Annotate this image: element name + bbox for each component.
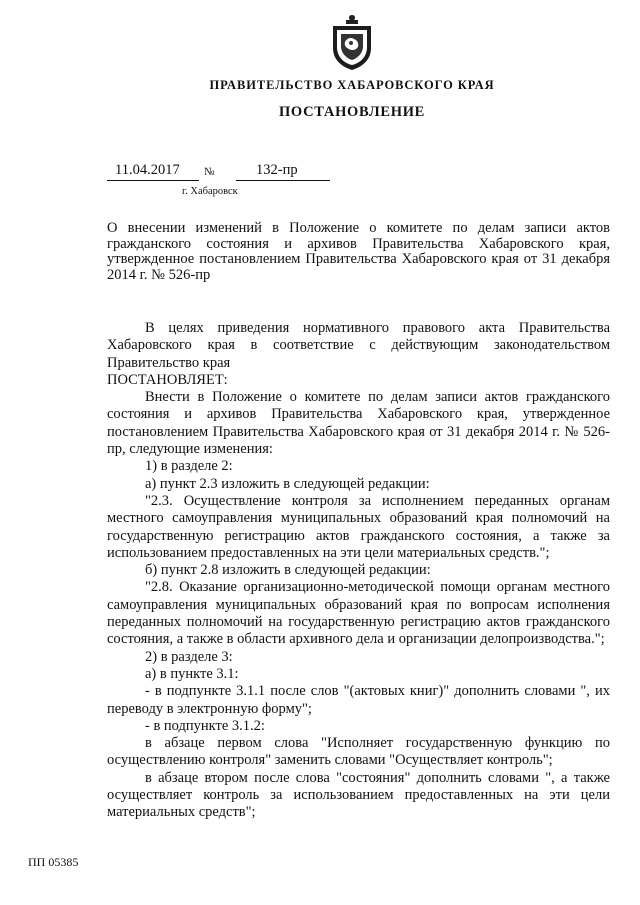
number-underline: [236, 180, 330, 181]
body-paragraph: а) в пункте 3.1:: [145, 665, 239, 682]
decree-date: 11.04.2017: [115, 162, 180, 178]
body-paragraph: в абзаце первом слова "Исполняет государственную функцию по осуществлению контроля" заменить словами "Осуществляет контроль";: [107, 735, 610, 769]
body-paragraph: В целях приведения нормативного правового акта Правительства Хабаровского края в соответствие с действующим законодательством Правительство края: [107, 320, 610, 371]
body-paragraph: "2.8. Оказание организационно-методической помощи органам местного самоуправления муниципальных образований края по вопросам исполнения переданных полномочий на государственную регистрацию актов гражданского состояния, а также в области архивного дела и организации делопроизводства.";: [107, 579, 610, 648]
body-paragraph: Внести в Положение о комитете по делам записи актов гражданского состояния и архивов Правительства Хабаровского края, утвержденное постановлением Правительства Хабаровского края от 31 декабря 2014 г. № 526-пр, следующие изменения:: [107, 389, 610, 458]
body-paragraph: ПОСТАНОВЛЯЕТ:: [107, 371, 228, 388]
body-paragraph: а) пункт 2.3 изложить в следующей редакции:: [145, 475, 430, 492]
footer-code: ПП 05385: [28, 855, 79, 869]
decree-subject: О внесении изменений в Положение о комитете по делам записи актов гражданского состояния и архивов Правительства Хабаровского края, утвержденное постановлением Правительства Хабаровского края от 31 декабря 2014 г. № 526-пр: [107, 220, 610, 283]
decree-number: 132-пр: [256, 162, 298, 178]
date-underline: [107, 180, 199, 181]
coat-of-arms-emblem: [327, 12, 377, 72]
body-paragraph: - в подпункте 3.1.1 после слов "(актовых книг)" дополнить словами ", их переводу в электронную форму";: [107, 683, 610, 717]
body-paragraph: - в подпункте 3.1.2:: [145, 717, 265, 734]
body-paragraph: "2.3. Осуществление контроля за исполнением переданных органам местного самоуправления муниципальных образований края полномочий на государственную регистрацию актов гражданского состояния, а также за использованием предоставленных на эти цели материальных средств.";: [107, 492, 610, 561]
decree-body: [107, 320, 610, 822]
government-title: ПРАВИТЕЛЬСТВО ХАБАРОВСКОГО КРАЯ: [209, 78, 495, 92]
document-type: ПОСТАНОВЛЕНИЕ: [278, 104, 426, 120]
city: г. Хабаровск: [182, 186, 238, 197]
body-paragraph: 2) в разделе 3:: [145, 648, 233, 665]
body-paragraph: б) пункт 2.8 изложить в следующей редакции:: [145, 562, 431, 579]
number-sign: №: [204, 166, 215, 178]
body-paragraph: 1) в разделе 2:: [145, 458, 233, 475]
body-paragraph: в абзаце втором после слова "состояния" дополнить словами ", а также осуществляет контроль за использованием предоставленных на эти цели материальных средств";: [107, 769, 610, 821]
